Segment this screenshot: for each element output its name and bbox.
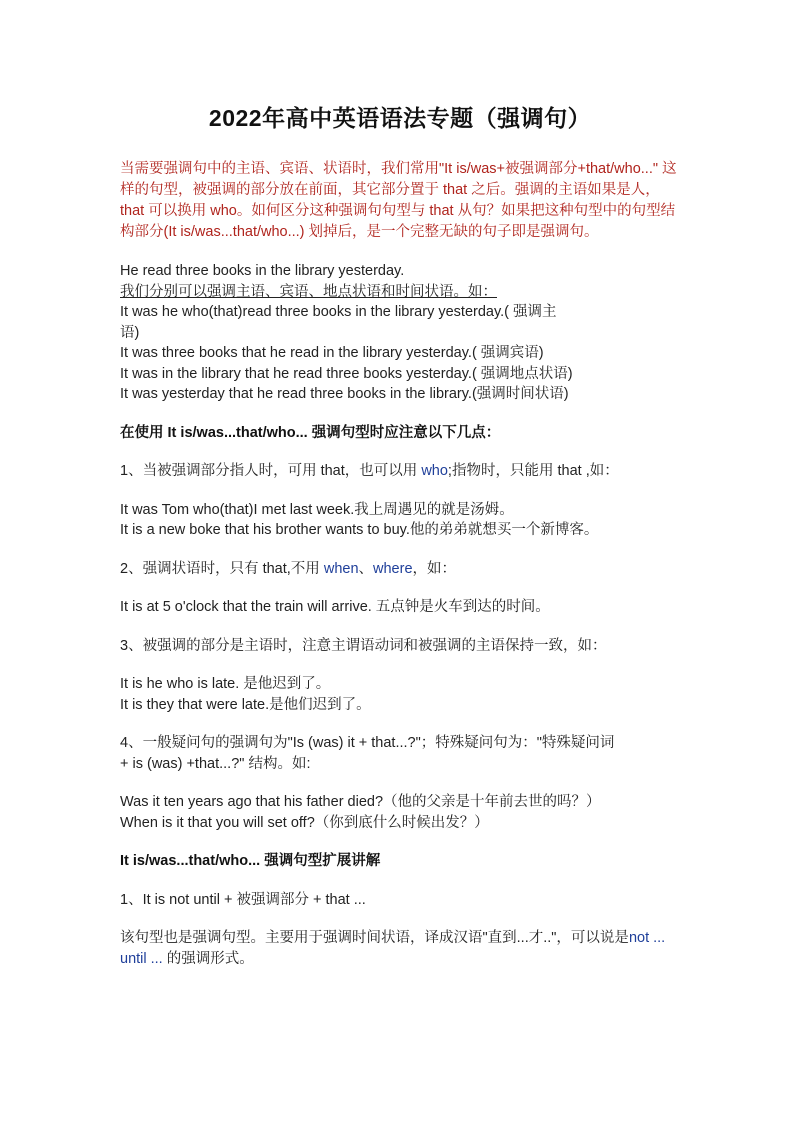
note-1-text-b: ;指物时，只能用 that ,如： <box>447 463 619 479</box>
example-line: It was yesterday that he read three books in the library.(强调时间状语) <box>120 386 569 402</box>
note-1-examples <box>120 500 680 541</box>
example-line: 语) <box>120 324 140 341</box>
notes-heading: 在使用 It is/was...that/who... 强调句型时应注意以下几点： <box>120 424 501 441</box>
keyword-where: where <box>373 560 413 577</box>
example-line: It was three books that he read in the library yesterday.( 强调宾语) <box>120 345 544 361</box>
example-line: Was it ten years ago that his father died?（他的父亲是十年前去世的吗？） <box>120 794 601 810</box>
note-3: 3、被强调的部分是主语时，注意主谓语动词和被强调的主语保持一致，如： <box>120 637 607 654</box>
extend-1-text-a: 该句型也是强调句型。主要用于强调时间状语，译成汉语"直到...才.."，可以说是 <box>120 930 629 946</box>
note-2 <box>120 559 680 580</box>
example-lead: 我们分别可以强调主语、宾语、地点状语和时间状语。如： <box>120 283 497 300</box>
note-4-line: 4、一般疑问句的强调句为"Is (was) it + that...?"；特殊疑问句为："特殊疑问词 <box>120 735 615 751</box>
example-line: It was he who(that)read three books in the library yesterday.( 强调主 <box>120 304 557 320</box>
note-4 <box>120 733 680 774</box>
note-4-examples <box>120 792 680 833</box>
note-2-text-a: 2、强调状语时，只有 that,不用 <box>120 560 324 577</box>
note-2-text-b: ，如： <box>412 560 457 577</box>
note-2-sep: 、 <box>358 560 374 577</box>
keyword-who: who <box>421 463 448 479</box>
extend-heading: It is/was...that/who... 强调句型扩展讲解 <box>120 853 381 869</box>
extend-1-text-b: 的强调形式。 <box>162 950 254 967</box>
note-2-examples <box>120 597 680 618</box>
keyword-not-until: not ... until ... <box>120 930 666 967</box>
example-line: It is a new boke that his brother wants to buy.他的弟弟就想买一个新博客。 <box>120 522 599 538</box>
intro-paragraph: 当需要强调句中的主语、宾语、状语时，我们常用"It is/was+被强调部分+that/who..." 这样的句型，被强调的部分放在前面，其它部分置于 that 之后。强调的主语如果是人，that 可以换用 who。如何区分这种强调句句型与 that 从句？如果把这种句型中的句型结构部分(It is/was...that/who...) 划掉后，是一个完整无缺的句子即是强调句。 <box>120 161 677 240</box>
example-block <box>120 261 680 405</box>
note-3-examples <box>120 674 680 715</box>
note-1 <box>120 461 680 482</box>
page-title: 2022年高中英语语法专题（强调句） <box>208 105 592 131</box>
extend-1-desc <box>120 928 680 969</box>
example-line: When is it that you will set off?（你到底什么时候出发？） <box>120 814 489 831</box>
example-line: It is he who is late. 是他迟到了。 <box>120 676 331 692</box>
base-sentence: He read three books in the library yesterday. <box>120 263 405 279</box>
example-line: It was in the library that he read three books yesterday.( 强调地点状语) <box>120 365 573 382</box>
document-page <box>120 100 680 987</box>
keyword-when: when <box>323 560 359 577</box>
extend-1-title: 1、It is not until + 被强调部分 + that ... <box>120 891 366 908</box>
example-line: It was Tom who(that)I met last week.我上周遇见的就是汤姆。 <box>120 501 514 518</box>
note-4-line: + is (was) +that...?" 结构。如: <box>120 755 311 772</box>
example-line: It is at 5 o'clock that the train will arrive. 五点钟是火车到达的时间。 <box>120 599 550 615</box>
example-line: It is they that were late.是他们迟到了。 <box>120 696 371 713</box>
note-1-text-a: 1、当被强调部分指人时，可用 that，也可以用 <box>120 463 422 479</box>
